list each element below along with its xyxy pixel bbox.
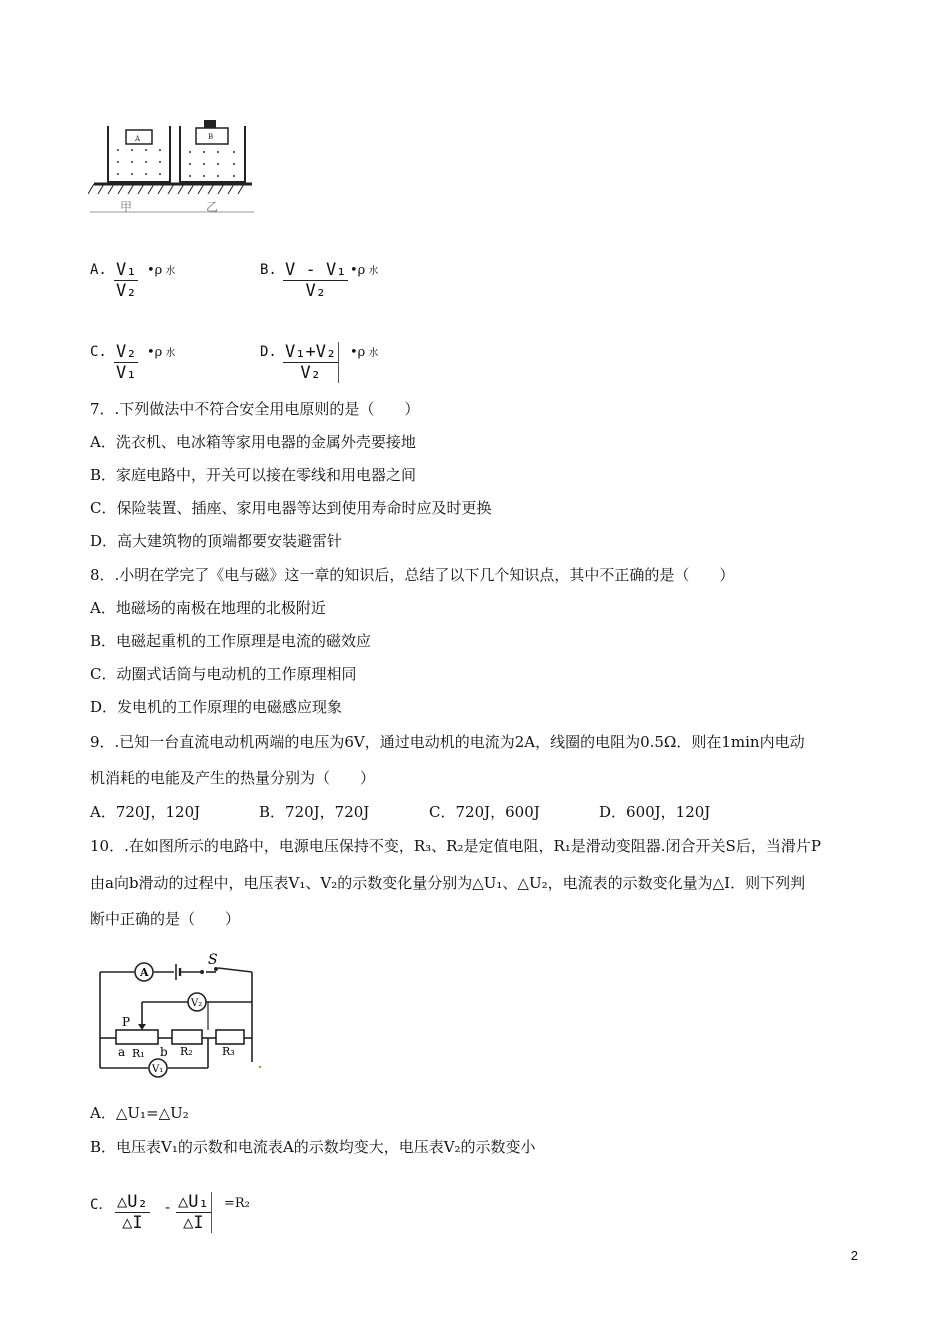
label-yi: 乙	[206, 200, 219, 214]
q6-option-c-label: C.	[90, 344, 107, 360]
block-a-label: A	[135, 135, 141, 143]
q6-option-b-label: B.	[260, 262, 277, 278]
q7-option-b: B．家庭电路中，开关可以接在零线和用电器之间	[90, 466, 417, 484]
q10-stem-line2: 由a向b滑动的过程中，电压表V₁、V₂的示数变化量分别为△U₁、△U₂，电流表的示数变化量为△I．则下列判	[90, 874, 806, 892]
page-number: 2	[850, 1248, 858, 1263]
q10-stem-line3: 断中正确的是（ ）	[90, 910, 241, 928]
q6-option-a-fraction: $\frac{\text{V₁}}{\text{V₂}}$	[116, 260, 137, 301]
q10-c-minus: -	[165, 1198, 171, 1216]
terminal-a-label: a	[118, 1045, 126, 1059]
q9-option-b: B．720J，720J	[259, 803, 370, 821]
q6-option-d-fraction: $\frac{\text{V₁+V₂}}{\text{V₂}}$	[283, 342, 339, 383]
ammeter-label: A	[140, 966, 149, 979]
q10-option-a: A．△U₁=△U₂	[90, 1104, 189, 1122]
q6-option-c-rho: •ρ 水	[147, 345, 176, 360]
slider-p-label: P	[122, 1015, 131, 1029]
q9-stem-line2: 机消耗的电能及产生的热量分别为（ ）	[90, 769, 376, 787]
q10-c-fraction-1: $\frac{\text{△U₂}}{\triangle I}$	[117, 1192, 148, 1233]
r1-label: R₁	[132, 1047, 145, 1060]
q8-option-a: A．地磁场的南极在地理的北极附近	[90, 599, 326, 617]
q6-option-b-fraction: $\frac{\text{V - V₁}}{\text{V₂}}$	[285, 260, 347, 301]
v1-label: V₁	[152, 1064, 164, 1075]
beaker-figure	[88, 108, 258, 216]
q10-c-rhs: =R₂	[224, 1196, 250, 1211]
q8-option-c: C．动圈式话筒与电动机的工作原理相同	[90, 665, 357, 683]
label-jia: 甲	[120, 200, 133, 214]
q7-option-c: C．保险装置、插座、家用电器等达到使用寿命时应及时更换	[90, 499, 492, 517]
q10-option-c-label: C．	[90, 1197, 113, 1213]
q8-stem: 8．.小明在学完了《电与磁》这一章的知识后，总结了以下几个知识点，其中不正确的是（ ）	[90, 566, 735, 584]
q10-stem-line1: 10．.在如图所示的电路中，电源电压保持不变，R₃、R₂是定值电阻，R₁是滑动变阻器.闭合开关S后，当滑片P	[90, 837, 821, 855]
q9-option-a: A．720J，120J	[90, 803, 201, 821]
q6-option-a-rho: •ρ 水	[147, 263, 176, 278]
q7-option-d: D．高大建筑物的顶端都要安装避雷针	[90, 532, 343, 550]
q9-option-d: D．600J，120J	[599, 803, 711, 821]
q6-option-d-label: D.	[260, 344, 277, 360]
q9-option-c: C．720J，600J	[429, 803, 540, 821]
block-b-label: B	[208, 133, 214, 141]
q6-option-c-fraction: $\frac{\text{V₂}}{\text{V₁}}$	[116, 342, 137, 383]
q7-option-a: A．洗衣机、电冰箱等家用电器的金属外壳要接地	[90, 433, 416, 451]
q7-stem: 7．.下列做法中不符合安全用电原则的是（ ）	[90, 400, 420, 418]
q8-option-d: D．发电机的工作原理的电磁感应现象	[90, 698, 343, 716]
q6-option-b-rho: •ρ 水	[350, 263, 379, 278]
q10-option-b: B．电压表V₁的示数和电流表A的示数均变大，电压表V₂的示数变小	[90, 1138, 536, 1156]
switch-label: S	[208, 952, 218, 968]
v2-label: V₂	[191, 998, 203, 1009]
terminal-b-label: b	[160, 1045, 168, 1059]
r2-label: R₂	[180, 1045, 193, 1058]
q10-c-fraction-2: $\frac{\text{△U₁}}{\triangle I}$	[176, 1192, 212, 1233]
r3-label: R₃	[222, 1045, 235, 1058]
q6-option-d-rho: •ρ 水	[350, 345, 379, 360]
q6-option-a-label: A.	[90, 262, 107, 278]
circuit-diagram	[92, 944, 272, 1084]
q8-option-b: B．电磁起重机的工作原理是电流的磁效应	[90, 632, 372, 650]
q9-stem-line1: 9．.已知一台直流电动机两端的电压为6V，通过电动机的电流为2A，线圈的电阻为0.5Ω．则在1min内电动	[90, 733, 805, 751]
